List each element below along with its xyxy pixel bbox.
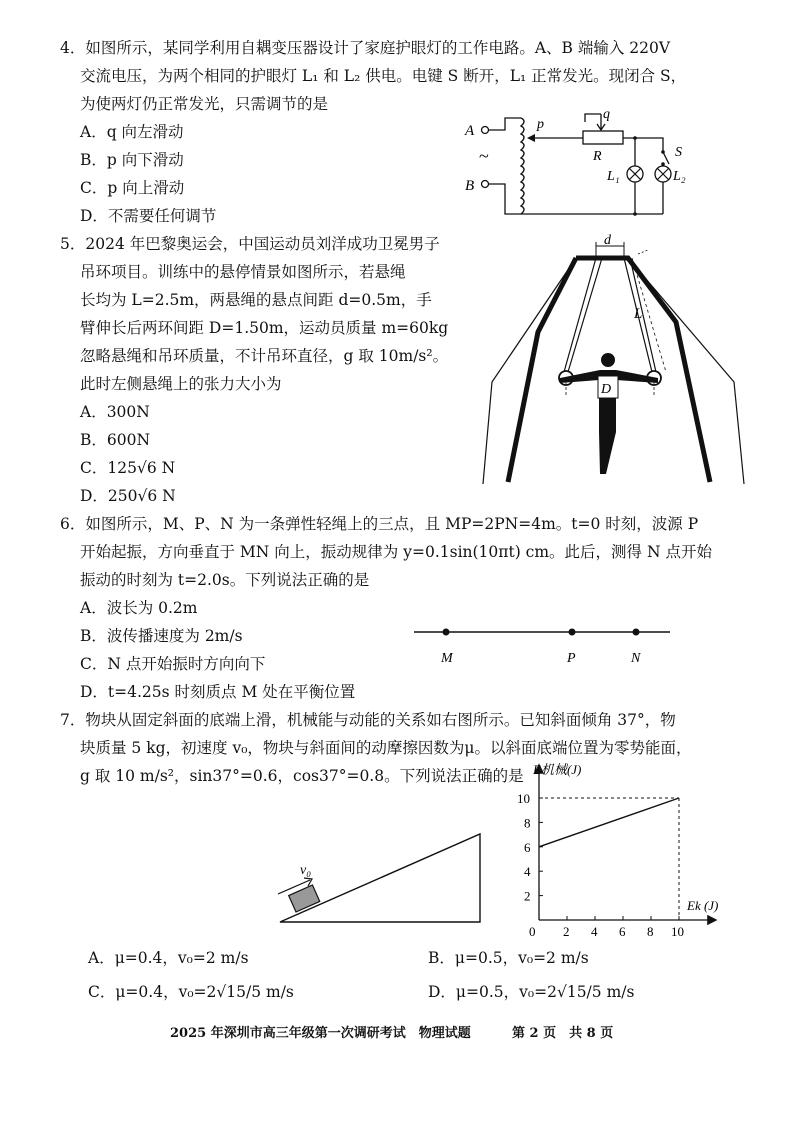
label-a: A — [465, 123, 475, 139]
q5-stem-line6: 此时左侧悬绳上的张力大小为 — [80, 375, 282, 393]
terminal-a — [482, 127, 489, 134]
label-l1: L₁ — [607, 169, 620, 184]
y-tick-label: 2 — [524, 888, 531, 904]
q4-option-d: D．不需要任何调节 — [80, 207, 217, 225]
q5-rings-figure — [478, 232, 748, 490]
q4-option-c: C．p 向上滑动 — [80, 179, 185, 197]
q5-stem-line1: 5．2024 年巴黎奥运会，中国运动员刘洋成功卫冕男子 — [60, 235, 440, 253]
label-p6: P — [567, 651, 576, 666]
label-m: M — [441, 651, 453, 666]
autotransformer-coil — [521, 118, 524, 214]
label-l2: L₂ — [673, 169, 686, 184]
label-s: S — [675, 145, 682, 160]
q4-option-b: B．p 向下滑动 — [80, 151, 184, 169]
label-l: L — [634, 306, 643, 322]
series-line — [539, 798, 679, 847]
q5-stem-line3: 长均为 L=2.5m，两悬绳的悬点间距 d=0.5m，手 — [80, 291, 432, 309]
y-tick-label: 6 — [524, 839, 531, 855]
x-tick-label: 0 — [529, 924, 536, 939]
point-p — [569, 629, 576, 636]
switch-s — [663, 152, 669, 164]
q7-stem-line1: 7．物块从固定斜面的底端上滑，机械能与动能的关系如右图所示。已知斜面倾角 37°，物 — [60, 711, 676, 729]
label-b: B — [465, 178, 475, 194]
q7-option-c: C．μ=0.4，v₀=2√15/5 m/s — [88, 983, 294, 1001]
label-d: d — [604, 233, 611, 248]
label-q: q — [603, 108, 610, 122]
resistor-r — [583, 131, 623, 144]
y-tick-label: 4 — [524, 864, 531, 880]
q5-option-a: A．300N — [80, 403, 150, 421]
q4-stem-line3: 为使两灯仍正常发光，只需调节的是 — [80, 95, 329, 113]
y-axis-label: E机械(J) — [533, 762, 582, 777]
label-r: R — [593, 149, 602, 164]
q5-option-c: C．125√6 N — [80, 459, 176, 477]
q6-option-a: A．波长为 0.2m — [80, 599, 198, 617]
x-tick-label: 2 — [563, 924, 570, 939]
q6-stem-line1: 6．如图所示，M、P、N 为一条弹性轻绳上的三点，且 MP=2PN=4m。t=0 时刻，波源 P — [60, 515, 699, 533]
y-tick-label: 10 — [517, 791, 530, 806]
ac-symbol: ~ — [479, 146, 489, 166]
q4-stem-line2: 交流电压，为两个相同的护眼灯 L₁ 和 L₂ 供电。电键 S 断开，L₁ 正常发光。现闭合 S， — [80, 67, 687, 85]
q5-option-b: B．600N — [80, 431, 151, 449]
q5-stem-line5: 忽略悬绳和吊环质量，不计吊环直径，g 取 10m/s²。 — [80, 347, 449, 365]
q5-stem-line4: 臂伸长后两环间距 D=1.50m，运动员质量 m=60kg — [80, 319, 449, 337]
point-m — [443, 629, 450, 636]
footer-page-number: 第 2 页 共 8 页 — [512, 1026, 614, 1041]
x-tick-label: 10 — [671, 924, 684, 939]
q4-circuit-diagram — [455, 108, 695, 220]
block — [289, 885, 320, 912]
y-tick-label: 8 — [524, 815, 531, 831]
label-big-d: D — [601, 382, 612, 397]
q4-stem-line1: 4．如图所示，某同学利用自耦变压器设计了家庭护眼灯的工作电路。A、B 端输入 220V — [60, 39, 671, 57]
q7-energy-chart — [515, 758, 735, 944]
incline — [280, 834, 480, 922]
slider-p — [527, 134, 535, 142]
q4-option-a: A．q 向左滑动 — [80, 123, 184, 141]
q6-option-d: D．t=4.25s 时刻质点 M 处在平衡位置 — [80, 683, 356, 701]
terminal-b — [482, 181, 489, 188]
q7-option-b: B．μ=0.5，v₀=2 m/s — [428, 949, 589, 967]
q5-option-d: D．250√6 N — [80, 487, 176, 505]
x-tick-label: 8 — [647, 924, 654, 939]
q6-rope-figure — [410, 620, 674, 668]
q6-option-c: C．N 点开始振时方向向下 — [80, 655, 266, 673]
q5-stem-line2: 吊环项目。训练中的悬停情景如图所示，若悬绳 — [80, 263, 406, 281]
q7-option-d: D．μ=0.5，v₀=2√15/5 m/s — [428, 983, 635, 1001]
x-axis-label: Ek (J) — [687, 898, 719, 913]
q7-stem-line3: g 取 10 m/s²，sin37°=0.6，cos37°=0.8。下列说法正确的是 — [80, 767, 524, 785]
label-v0: v₀ — [300, 863, 312, 878]
label-p: p — [537, 117, 544, 132]
q7-incline-figure — [270, 828, 492, 928]
x-tick-label: 4 — [591, 924, 598, 939]
q6-option-b: B．波传播速度为 2m/s — [80, 627, 243, 645]
label-n: N — [631, 651, 641, 666]
footer-exam-title: 2025 年深圳市高三年级第一次调研考试 物理试题 — [170, 1026, 471, 1041]
gymnast — [560, 353, 658, 474]
q6-stem-line2: 开始起振，方向垂直于 MN 向上，振动规律为 y=0.1sin(10πt) cm。此后，测得 N 点开始 — [80, 543, 712, 561]
q7-option-a: A．μ=0.4，v₀=2 m/s — [88, 949, 249, 967]
point-n — [633, 629, 640, 636]
q7-stem-line2: 块质量 5 kg，初速度 v₀，物块与斜面间的动摩擦因数为μ。以斜面底端位置为零势能面， — [80, 739, 692, 757]
q6-stem-line3: 振动的时刻为 t=2.0s。下列说法正确的是 — [80, 571, 370, 589]
x-tick-label: 6 — [619, 924, 626, 939]
